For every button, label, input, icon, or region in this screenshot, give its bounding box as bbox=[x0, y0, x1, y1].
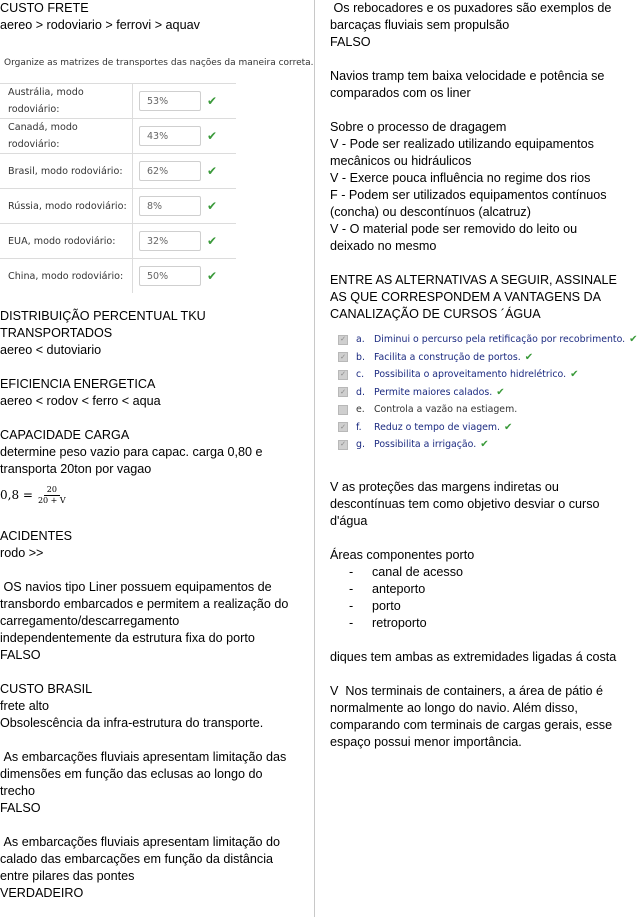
matrix-row-label: Brasil, modo rodoviário: bbox=[0, 154, 133, 189]
check-icon: ✔ bbox=[480, 439, 489, 451]
area-item bbox=[330, 615, 625, 632]
distribuicao-block: DISTRIBUIÇÃO PERCENTUAL TKU TRANSPORTADOS aereo < dutoviario bbox=[0, 309, 206, 357]
bullet-dash: - bbox=[349, 565, 354, 579]
option-item bbox=[338, 401, 625, 419]
area-label: porto bbox=[372, 599, 401, 613]
area-item bbox=[330, 598, 625, 615]
option-letter: a. bbox=[356, 334, 365, 346]
matrix-row-label: Austrália, modo rodoviário: bbox=[0, 84, 133, 119]
containers-block: V Nos terminais de containers, a área de pátio é normalmente ao longo do navio. Além disso, comparando com terminais de cargas gerais, esse espaço possui menor importância. bbox=[330, 684, 613, 749]
bullet-dash: - bbox=[349, 616, 354, 630]
matrix-row-label: Canadá, modo rodoviário: bbox=[0, 119, 133, 154]
area-label: canal de acesso bbox=[372, 565, 464, 579]
canalizacao-options bbox=[338, 331, 638, 451]
area-item bbox=[330, 581, 625, 598]
matrix-row bbox=[0, 119, 236, 154]
matrix-row-label: China, modo rodoviário: bbox=[0, 259, 133, 294]
rebocadores-block: Os rebocadores e os puxadores são exemplos de barcaças fluviais sem propulsão FALSO bbox=[330, 1, 612, 49]
option-text: Facilita a construção de portos. bbox=[374, 351, 521, 363]
custo-frete-title: CUSTO FRETE bbox=[0, 1, 89, 15]
option-text: Permite maiores calados. bbox=[374, 386, 493, 398]
matrix-row bbox=[0, 189, 236, 224]
areas-title: Áreas componentes porto bbox=[330, 548, 475, 562]
option-item bbox=[338, 331, 638, 349]
calado-block: As embarcações fluviais apresentam limitação do calado das embarcações em função da distância entre pilares das pontes VERDADEIRO bbox=[0, 835, 280, 900]
option-checkbox[interactable]: ✓ bbox=[338, 352, 348, 362]
option-text: Reduz o tempo de viagem. bbox=[374, 421, 501, 433]
option-letter: f. bbox=[356, 421, 362, 433]
check-icon: ✔ bbox=[207, 163, 218, 178]
check-icon: ✔ bbox=[207, 198, 218, 213]
check-icon: ✔ bbox=[207, 128, 218, 143]
eficiencia-block: EFICIENCIA ENERGETICA aereo < rodov < ferro < aqua bbox=[0, 377, 161, 408]
matrix-row bbox=[0, 154, 236, 189]
matrix-row-label: EUA, modo rodoviário: bbox=[0, 224, 133, 259]
diques-block: diques tem ambas as extremidades ligadas á costa bbox=[330, 650, 617, 664]
check-icon: ✔ bbox=[207, 268, 218, 283]
option-letter: g. bbox=[356, 439, 365, 451]
option-text: Controla a vazão na estiagem. bbox=[374, 404, 518, 416]
areas-list bbox=[330, 564, 625, 632]
option-checkbox[interactable]: ✓ bbox=[338, 370, 348, 380]
option-letter: b. bbox=[356, 351, 365, 363]
matrix-row bbox=[0, 84, 236, 119]
check-icon: ✔ bbox=[524, 351, 534, 363]
matrix-row-label: Rússia, modo rodoviário: bbox=[0, 189, 133, 224]
option-checkbox[interactable]: ✓ bbox=[338, 422, 348, 432]
check-icon: ✔ bbox=[570, 369, 579, 381]
bullet-dash: - bbox=[349, 582, 354, 596]
left-column bbox=[0, 0, 314, 900]
matrix-row bbox=[0, 224, 236, 259]
transport-matrix-screenshot bbox=[0, 50, 314, 283]
option-item bbox=[338, 384, 625, 402]
formula-lhs: 0,8 = bbox=[0, 487, 33, 502]
canalizacao-question: ENTRE AS ALTERNATIVAS A SEGUIR, ASSINALE AS QUE CORRESPONDEM A VANTAGENS DA CANALIZAÇÃO DE CURSOS ´ÁGUA bbox=[330, 273, 617, 321]
area-item bbox=[330, 564, 625, 581]
formula-numerator: 20 bbox=[44, 485, 60, 496]
acidentes-block: ACIDENTES rodo >> bbox=[0, 529, 73, 560]
dragagem-block: Sobre o processo de dragagem V - Pode ser realizado utilizando equipamentos mecânicos ou hidráulicos V - Exerce pouca influência no regime dos rios F - Podem ser utilizados equipamentos contínuos (concha) ou descontínuos (alcatruz) V - O material pode ser removido do leito ou deixado no mesmo bbox=[330, 120, 607, 253]
option-item bbox=[338, 349, 625, 367]
option-item bbox=[338, 436, 625, 454]
matrix-value-input[interactable]: 32% bbox=[139, 231, 201, 251]
matrix-row-value-cell bbox=[133, 154, 237, 189]
matrix-row bbox=[0, 259, 236, 294]
check-icon: ✔ bbox=[496, 386, 505, 398]
matrix-value-input[interactable]: 53% bbox=[139, 91, 201, 111]
option-item bbox=[338, 366, 625, 384]
matrix-value-input[interactable]: 50% bbox=[139, 266, 201, 286]
check-icon: ✔ bbox=[207, 233, 218, 248]
eclusas-block: As embarcações fluviais apresentam limitação das dimensões em função das eclusas ao longo do trecho FALSO bbox=[0, 750, 287, 815]
matrix-table bbox=[0, 83, 236, 293]
area-label: retroporto bbox=[372, 616, 427, 630]
option-text: Possibilita a irrigação. bbox=[374, 439, 477, 451]
matrix-row-value-cell bbox=[133, 259, 237, 294]
formula-denominator: 20 + V bbox=[37, 495, 66, 505]
option-letter: e. bbox=[356, 404, 365, 416]
custo-frete-order: aereo > rodoviario > ferrovi > aquav bbox=[0, 18, 200, 32]
bullet-dash: - bbox=[349, 599, 354, 613]
custo-brasil-block: CUSTO BRASIL frete alto Obsolescência da infra-estrutura do transporte. bbox=[0, 682, 264, 730]
left-text-lower bbox=[0, 308, 308, 902]
protecoes-block: V as proteções das margens indiretas ou descontínuas tem como objetivo desviar o curso d'água bbox=[330, 480, 600, 528]
matrix-row-value-cell bbox=[133, 119, 237, 154]
option-checkbox[interactable]: ✓ bbox=[338, 440, 348, 450]
matrix-row-value-cell bbox=[133, 84, 237, 119]
option-letter: d. bbox=[356, 386, 365, 398]
matrix-row-value-cell bbox=[133, 189, 237, 224]
option-checkbox[interactable] bbox=[338, 405, 348, 415]
option-text: Possibilita o aproveitamento hidrelétrico. bbox=[374, 369, 567, 381]
matrix-value-input[interactable]: 43% bbox=[139, 126, 201, 146]
matrix-row-value-cell bbox=[133, 224, 237, 259]
tramp-block: Navios tramp tem baixa velocidade e potência se comparados com os liner bbox=[330, 69, 605, 100]
matrix-value-input[interactable]: 8% bbox=[139, 196, 201, 216]
matrix-value-input[interactable]: 62% bbox=[139, 161, 201, 181]
check-icon: ✔ bbox=[629, 334, 638, 346]
check-icon: ✔ bbox=[504, 421, 513, 433]
formula-fraction bbox=[38, 485, 66, 506]
option-checkbox[interactable]: ✓ bbox=[338, 387, 348, 397]
area-label: anteporto bbox=[372, 582, 426, 596]
matrix-instruction: Organize as matrizes de transportes das nações da maneira correta. bbox=[4, 58, 314, 68]
check-icon: ✔ bbox=[207, 93, 218, 108]
liner-block: OS navios tipo Liner possuem equipamentos de transbordo embarcados e permitem a realização do carregamento/descarregamento independentemente da estrutura fixa do porto FALSO bbox=[0, 580, 289, 662]
option-text: Diminui o percurso pela retificação por recobrimento. bbox=[374, 334, 626, 346]
column-divider bbox=[314, 0, 315, 917]
option-item bbox=[338, 419, 625, 437]
option-checkbox[interactable]: ✓ bbox=[338, 335, 348, 345]
right-column bbox=[330, 0, 638, 751]
capacidade-block: CAPACIDADE CARGA determine peso vazio para capac. carga 0,80 e transporta 20ton por vagao bbox=[0, 428, 263, 476]
option-letter: c. bbox=[356, 369, 365, 381]
capacity-formula bbox=[0, 478, 308, 512]
